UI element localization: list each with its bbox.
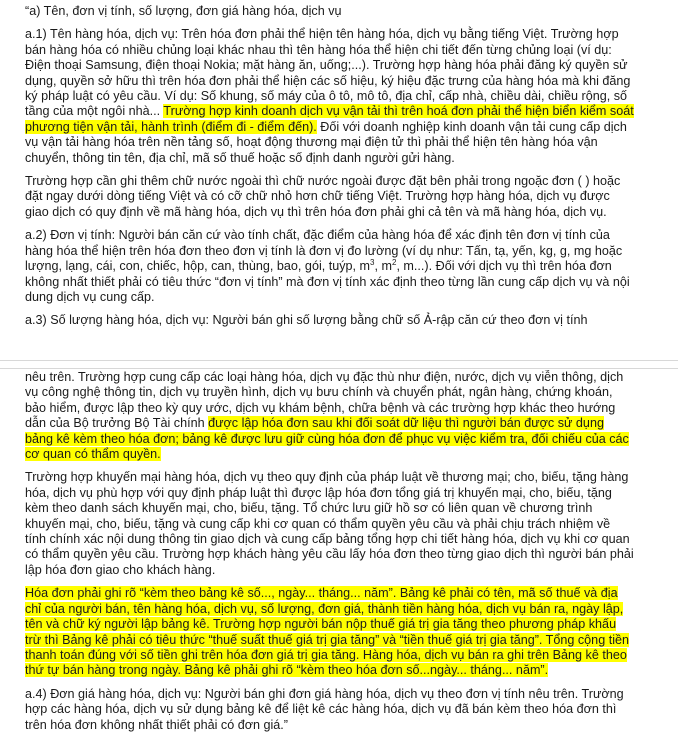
highlight-statement-rules: Hóa đơn phải ghi rõ “kèm theo bảng kê số..., ngày... tháng... năm”. Bảng kê phải có tên, mã số thuế và địa chỉ của người bán, tên hàng hóa, dịch vụ, số lượng, đơn giá, thành tiền hàng hóa, dịch vụ bán ra, ngày lập, tên và chữ ký người lập bảng kê. Trường hợp người bán nộp thuế giá trị gia tăng theo phương pháp khấu trừ thì Bảng kê phải có tiêu thức “thuế suất thuế giá trị gia tăng” và “tiền thuế giá trị gia tăng”. Tổng cộng tiền thanh toán đúng với số tiền ghi trên hóa đơn giá trị gia tăng. Hàng hóa, dịch vụ bán ra ghi trên Bảng kê theo thứ tự bán hàng trong ngày. Bảng kê phải ghi rõ “kèm theo hóa đơn số...ngày... tháng... năm”. [25, 586, 629, 678]
paragraph-a1-foreign-text: Trường hợp cần ghi thêm chữ nước ngoài thì chữ nước ngoài được đặt bên phải trong ngoặc đơn ( ) hoặc đặt ngay dưới dòng tiếng Việt và có cỡ chữ nhỏ hơn chữ tiếng Việt. Trường hợp hàng hóa, dịch vụ được giao dịch có quy định về mã hàng hóa, dịch vụ thì trên hóa đơn phải ghi cả tên và mã hàng hóa, dịch vụ. [25, 174, 621, 219]
paragraph-a4-unit-price: a.4) Đơn giá hàng hóa, dịch vụ: Người bán ghi đơn giá hàng hóa, dịch vụ theo đơn vị tính nêu trên. Trường hợp các hàng hóa, dịch vụ sử dụng bảng kê để liệt kê các hàng hóa, dịch vụ đã bán kèm theo hóa đơn thì trên hóa đơn không nhất thiết phải có đơn giá.” [25, 686, 624, 732]
highlight-statement: được lập hóa đơn sau khi đối soát dữ liệu thì người bán được sử dụng bảng kê kèm theo hóa đơn; bảng kê được lưu giữ cùng hóa đơn để phục vụ việc kiểm tra, đối chiếu của các cơ quan có thẩm quyền. [25, 416, 629, 462]
highlight-transport: Trường hợp kinh doanh dịch vụ vận tải thì trên hoá đơn phải thể hiện biển kiểm soát phương tiện vận tải, hành trình (điểm đi - điểm đến). [25, 104, 634, 134]
paragraph-a1-name: a.1) Tên hàng hóa, dịch vụ: Trên hóa đơn phải thể hiện tên hàng hóa, dịch vụ bằng tiếng Việt. Trường hợp bán hàng hóa có nhiều chủng loại khác nhau thì tên hàng hóa thể hiện chi tiết đến từng chủng loại (ví dụ: Điện thoại Samsung, điện thoại Nokia; mặt hàng ăn, uống;...). Trường hợp hàng hóa phải đăng ký quyền sử dụng, quyền sở hữu thì trên hóa đơn phải thể hiện các số hiệu, ký hiệu đặc trưng của hàng hóa mà khi đăng ký pháp luật có yêu cầu. Ví dụ: Số khung, số máy của ô tô, mô tô, địa chỉ, cấp nhà, chiều dài, chiều rộng, số tầng của một ngôi nhà... Trường hợp kinh doanh dịch vụ vận tải thì trên hoá đơn phải thể hiện biển kiểm soát phương tiện vận tải, hành trình (điểm đi - điểm đến). Đối với doanh nghiệp kinh doanh vận tải cung cấp dịch vụ vận tải hàng hóa trên nền tảng số, hoạt động thương mại điện tử thì phải thể hiện tên hàng hóa vận chuyển, thông tin tên, địa chỉ, mã số thuế hoặc số định danh người gửi hàng. [25, 27, 634, 165]
page-divider [0, 360, 678, 369]
paragraph-statement-rules [25, 586, 634, 678]
document-page-bottom [0, 370, 678, 754]
paragraph-a2-unit: a.2) Đơn vị tính: Người bán căn cứ vào tính chất, đặc điểm của hàng hóa để xác định tên đơn vị tính của hàng hóa thể hiện trên hóa đơn theo đơn vị tính là đơn vị đo lường (ví dụ như: Tấn, tạ, yến, kg, g, mg hoặc lượng, lạng, cái, con, chiếc, hộp, can, thùng, bao, gói, tuýp, $m^3$, $m^2$, m...). Đối với dịch vụ thì trên hóa đơn không nhất thiết phải có tiêu thức “đơn vị tính” mà đơn vị tính xác định theo từng lần cung cấp dịch vụ và nội dung dịch vụ cung cấp. [25, 228, 630, 304]
paragraph-promotion: Trường hợp khuyến mại hàng hóa, dịch vụ theo quy định của pháp luật về thương mại; cho, biếu, tặng hàng hóa, dịch vụ phù hợp với quy định pháp luật thì được lập hóa đơn tổng giá trị khuyến mại, cho, biếu, tặng kèm theo danh sách khuyến mại, cho, biếu, tặng. Tổ chức lưu giữ hồ sơ có liên quan về chương trình khuyến mại, cho, biếu, tặng và cung cấp khi cơ quan có thẩm quyền yêu cầu và phải chịu trách nhiệm về tính chính xác nội dung thông tin giao dịch và cung cấp bảng tổng hợp chi tiết hàng hóa, dịch vụ khi cơ quan có thẩm quyền yêu cầu. Trường hợp khách hàng yêu cầu lấy hóa đơn theo từng giao dịch thì người bán phải lập hóa đơn giao cho khách hàng. [25, 470, 634, 577]
document-page-top [0, 4, 678, 359]
paragraph-a3-quantity-cont: nêu trên. Trường hợp cung cấp các loại hàng hóa, dịch vụ đặc thù như điện, nước, dịch vụ viễn thông, dịch vụ công nghệ thông tin, dịch vụ truyền hình, dịch vụ bưu chính và chuyển phát, ngân hàng, chứng khoán, bảo hiểm, được lập theo kỳ quy ước, dịch vụ khám bệnh, chữa bệnh và các trường hợp khác theo hướng dẫn của Bộ trưởng Bộ Tài chính được lập hóa đơn sau khi đối soát dữ liệu thì người bán được sử dụng bảng kê kèm theo hóa đơn; bảng kê được lưu giữ cùng hóa đơn để phục vụ việc kiểm tra, đối chiếu của các cơ quan có thẩm quyền. [25, 370, 629, 462]
section-heading: “a) Tên, đơn vị tính, số lượng, đơn giá hàng hóa, dịch vụ [25, 4, 342, 18]
paragraph-a3-quantity-start: a.3) Số lượng hàng hóa, dịch vụ: Người bán ghi số lượng bằng chữ số Ả-rập căn cứ theo đơn vị tính [25, 313, 588, 328]
